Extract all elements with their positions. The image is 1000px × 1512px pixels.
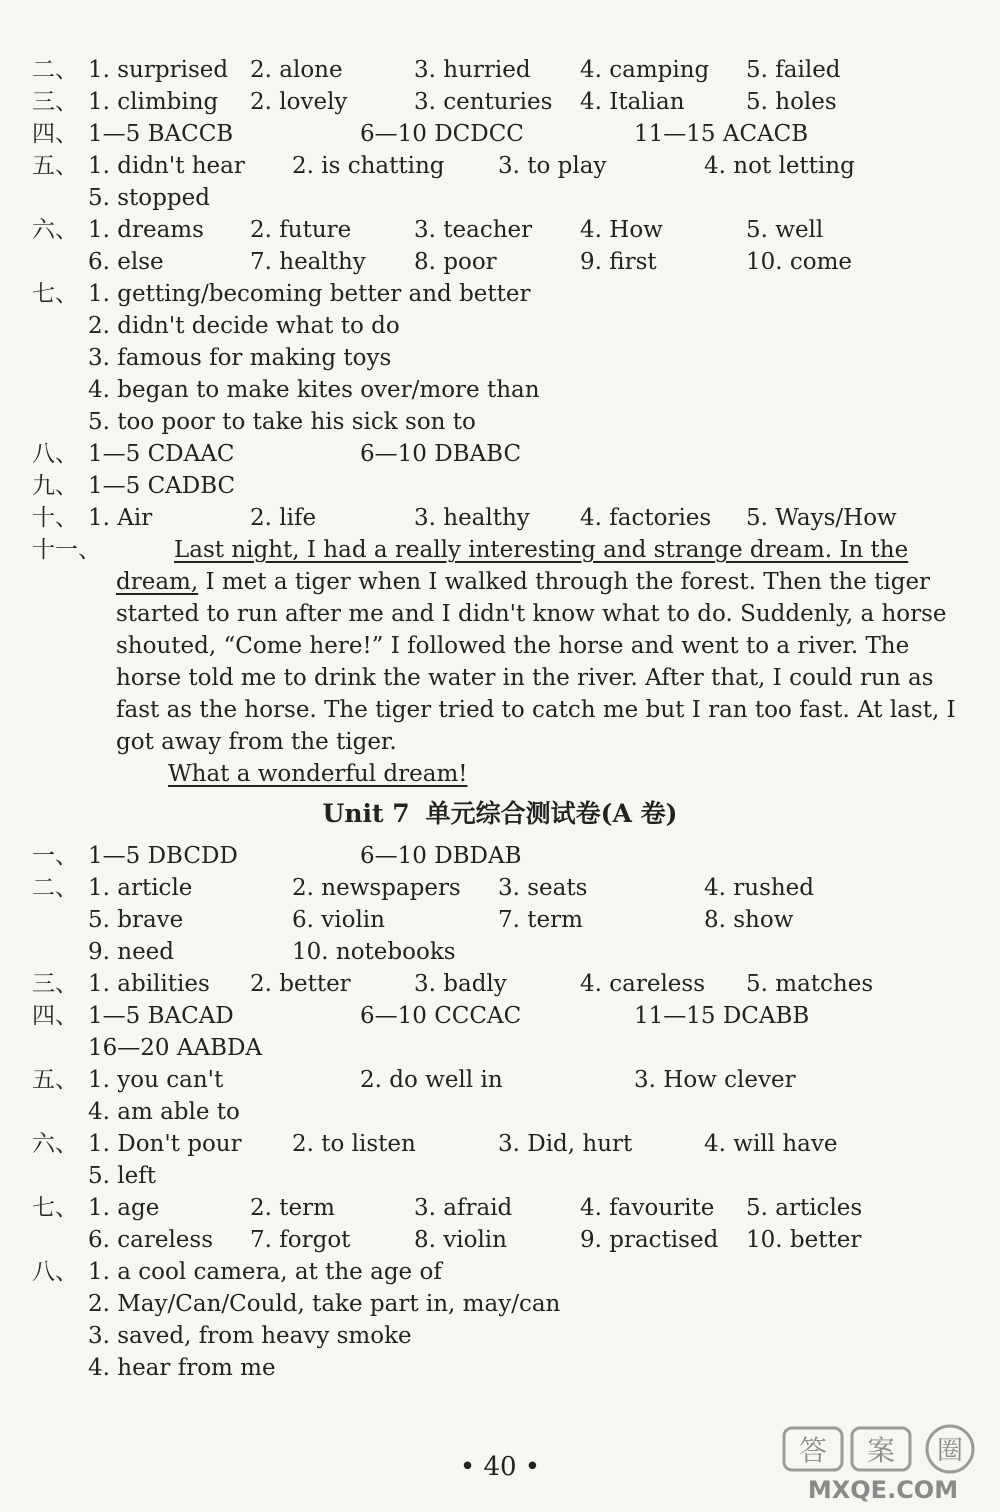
section-7-row [0, 374, 1000, 406]
answer-item: 3. Did, hurt [498, 1131, 633, 1157]
answer-item: 2. lovely [250, 89, 348, 115]
unit7-section-6-row [0, 1128, 1000, 1160]
section-number: 七、 [32, 1195, 78, 1221]
answer-item: 1. age [88, 1195, 160, 1221]
svg-text:MXQE.COM: MXQE.COM [807, 1476, 959, 1504]
answer-item: 4. favourite [580, 1195, 715, 1221]
passage-line: fast as the horse. The tiger tried to catch me but I ran too fast. At last, I [116, 697, 956, 723]
section-number: 三、 [32, 89, 78, 115]
answer-item: 4. began to make kites over/more than [88, 377, 540, 403]
answer-item: 10. better [746, 1227, 862, 1253]
answer-item: 1. a cool camera, at the age of [88, 1259, 442, 1285]
answer-item: 1. climbing [88, 89, 219, 115]
answer-item: 2. May/Can/Could, take part in, may/can [88, 1291, 561, 1317]
answer-item: 7. term [498, 907, 583, 933]
answer-item: 1. you can't [88, 1067, 224, 1093]
unit7-section-7-row-cont [0, 1224, 1000, 1256]
section-number: 四、 [32, 1003, 78, 1029]
section-7-row [0, 278, 1000, 310]
answer-item: 1—5 BACAD [88, 1003, 234, 1029]
answer-item: 4. am able to [88, 1099, 240, 1125]
answer-item: 3. centuries [414, 89, 553, 115]
section-6-row [0, 214, 1000, 246]
answer-item: 6—10 DBABC [360, 441, 522, 467]
answer-item: 2. to listen [292, 1131, 416, 1157]
answer-item: 5. stopped [88, 185, 210, 211]
answer-item: 9. practised [580, 1227, 719, 1253]
answer-item: 8. violin [414, 1227, 507, 1253]
svg-text:案: 案 [866, 1434, 896, 1467]
answer-item: 2. do well in [360, 1067, 503, 1093]
unit-title [0, 796, 1000, 832]
page-number: • 40 • [459, 1452, 541, 1482]
unit7-section-6-row-cont [0, 1160, 1000, 1192]
section-number: 六、 [32, 1131, 78, 1157]
answer-item: 5. well [746, 217, 824, 243]
answer-item: 1—5 DBCDD [88, 843, 238, 869]
section-7-row [0, 310, 1000, 342]
answer-item: 6—10 CCCAC [360, 1003, 522, 1029]
answer-item: 6. else [88, 249, 164, 275]
answer-item: 2. life [250, 505, 317, 531]
section-7-row [0, 342, 1000, 374]
section-number: 一、 [32, 843, 78, 869]
answer-item: 5. matches [746, 971, 874, 997]
unit7-section-5-row-cont [0, 1096, 1000, 1128]
answer-item: 1. dreams [88, 217, 204, 243]
answer-item: 6. violin [292, 907, 385, 933]
answer-item: 10. notebooks [292, 939, 456, 965]
answer-item: 3. hurried [414, 57, 531, 83]
answer-item: 1—5 BACCB [88, 121, 234, 147]
answer-item: 3. seats [498, 875, 588, 901]
answer-item: 2. better [250, 971, 351, 997]
answer-item: 7. forgot [250, 1227, 351, 1253]
answer-item: 6—10 DBDAB [360, 843, 522, 869]
answer-item: 8. poor [414, 249, 497, 275]
section-number: 十一、 [32, 537, 101, 563]
answer-item: 2. alone [250, 57, 343, 83]
answer-item: 5. too poor to take his sick son to [88, 409, 476, 435]
answer-item: 3. afraid [414, 1195, 513, 1221]
section-number: 九、 [32, 473, 78, 499]
section-9-row [0, 470, 1000, 502]
unit7-section-2-row-cont [0, 936, 1000, 968]
section-number: 八、 [32, 441, 78, 467]
answer-item: 1. didn't hear [88, 153, 245, 179]
answer-item: 1—5 CDAAC [88, 441, 235, 467]
unit7-section-3-row [0, 968, 1000, 1000]
answer-item: 4. will have [704, 1131, 838, 1157]
unit7-section-8-row [0, 1352, 1000, 1384]
section-number: 二、 [32, 57, 78, 83]
section-10-row [0, 502, 1000, 534]
passage-line: shouted, “Come here!” I followed the horse and went to a river. The [116, 633, 910, 659]
answer-item: 9. first [580, 249, 657, 275]
answer-item: 4. Italian [580, 89, 685, 115]
answer-item: 4. careless [580, 971, 706, 997]
unit7-section-8-row [0, 1256, 1000, 1288]
passage-line: got away from the tiger. [116, 729, 397, 755]
unit7-section-8-row [0, 1320, 1000, 1352]
unit7-section-1-row [0, 840, 1000, 872]
answer-item: 4. factories [580, 505, 712, 531]
section-3-row [0, 86, 1000, 118]
answer-item: 1. abilities [88, 971, 210, 997]
passage-closing: What a wonderful dream! [168, 761, 468, 787]
section-5-row [0, 150, 1000, 182]
answer-item: 3. famous for making toys [88, 345, 392, 371]
answer-item: 3. teacher [414, 217, 533, 243]
passage-line: started to run after me and I didn't know what to do. Suddenly, a horse [116, 601, 947, 627]
answer-item: 4. rushed [704, 875, 815, 901]
answer-item: 16—20 AABDA [88, 1035, 263, 1061]
answer-item: 3. to play [498, 153, 607, 179]
answer-item: 5. failed [746, 57, 841, 83]
answer-item: 2. didn't decide what to do [88, 313, 400, 339]
answer-item: 3. saved, from heavy smoke [88, 1323, 412, 1349]
answer-item: 7. healthy [250, 249, 366, 275]
passage-line: Last night, I had a really interesting and strange dream. In the [174, 537, 909, 563]
section-number: 四、 [32, 121, 78, 147]
answer-item: 5. left [88, 1163, 156, 1189]
unit7-section-4-row-cont [0, 1032, 1000, 1064]
section-7-row [0, 406, 1000, 438]
answer-item: 6. careless [88, 1227, 214, 1253]
answer-item: 1. surprised [88, 57, 229, 83]
passage-line: I met a tiger when I walked through the forest. Then the tiger [198, 569, 931, 595]
passage-line: horse told me to drink the water in the river. After that, I could run as [116, 665, 934, 691]
answer-item: 2. is chatting [292, 153, 445, 179]
answer-item: 3. How clever [634, 1067, 796, 1093]
answer-item: 1. Air [88, 505, 153, 531]
answer-item: 2. future [250, 217, 352, 243]
answer-item: 4. not letting [704, 153, 855, 179]
answer-item: 5. holes [746, 89, 837, 115]
answer-item: 3. badly [414, 971, 507, 997]
section-2-row [0, 54, 1000, 86]
section-number: 十、 [32, 505, 78, 531]
unit7-section-8-row [0, 1288, 1000, 1320]
answer-item: 1. Don't pour [88, 1131, 242, 1157]
answer-item: 1. article [88, 875, 193, 901]
writing-passage [116, 534, 956, 790]
answer-item: 1—5 CADBC [88, 473, 236, 499]
passage-line: dream, [116, 569, 199, 595]
answer-item: 4. How [580, 217, 663, 243]
unit7-section-2-row [0, 872, 1000, 904]
answer-item: 1. getting/becoming better and better [88, 281, 531, 307]
answer-item: 3. healthy [414, 505, 530, 531]
answer-item: 5. articles [746, 1195, 863, 1221]
section-number: 七、 [32, 281, 78, 307]
section-number: 八、 [32, 1259, 78, 1285]
section-number: 二、 [32, 875, 78, 901]
section-number: 五、 [32, 1067, 78, 1093]
unit-test-name: 单元综合测试卷(A 卷) [425, 799, 678, 828]
answer-item: 10. come [746, 249, 853, 275]
answer-item: 2. term [250, 1195, 335, 1221]
unit7-section-4-row [0, 1000, 1000, 1032]
answer-item: 5. brave [88, 907, 184, 933]
unit7-section-7-row [0, 1192, 1000, 1224]
section-number: 六、 [32, 217, 78, 243]
svg-text:圈: 圈 [936, 1436, 964, 1466]
section-4-row [0, 118, 1000, 150]
unit7-section-2-row-cont [0, 904, 1000, 936]
watermark-logo [778, 1422, 988, 1504]
answer-item: 2. newspapers [292, 875, 461, 901]
unit7-section-5-row [0, 1064, 1000, 1096]
section-number: 三、 [32, 971, 78, 997]
answer-item: 9. need [88, 939, 175, 965]
answer-item: 5. Ways/How [746, 505, 897, 531]
section-8-row [0, 438, 1000, 470]
answer-item: 11—15 ACACB [634, 121, 809, 147]
section-number: 五、 [32, 153, 78, 179]
answer-item: 6—10 DCDCC [360, 121, 524, 147]
section-5-row-cont [0, 182, 1000, 214]
answer-item: 4. camping [580, 57, 710, 83]
answer-item: 8. show [704, 907, 794, 933]
section-6-row-cont [0, 246, 1000, 278]
answer-item: 11—15 DCABB [634, 1003, 810, 1029]
unit-label: Unit 7 [322, 799, 410, 828]
svg-text:答: 答 [798, 1434, 828, 1467]
answer-item: 4. hear from me [88, 1355, 276, 1381]
